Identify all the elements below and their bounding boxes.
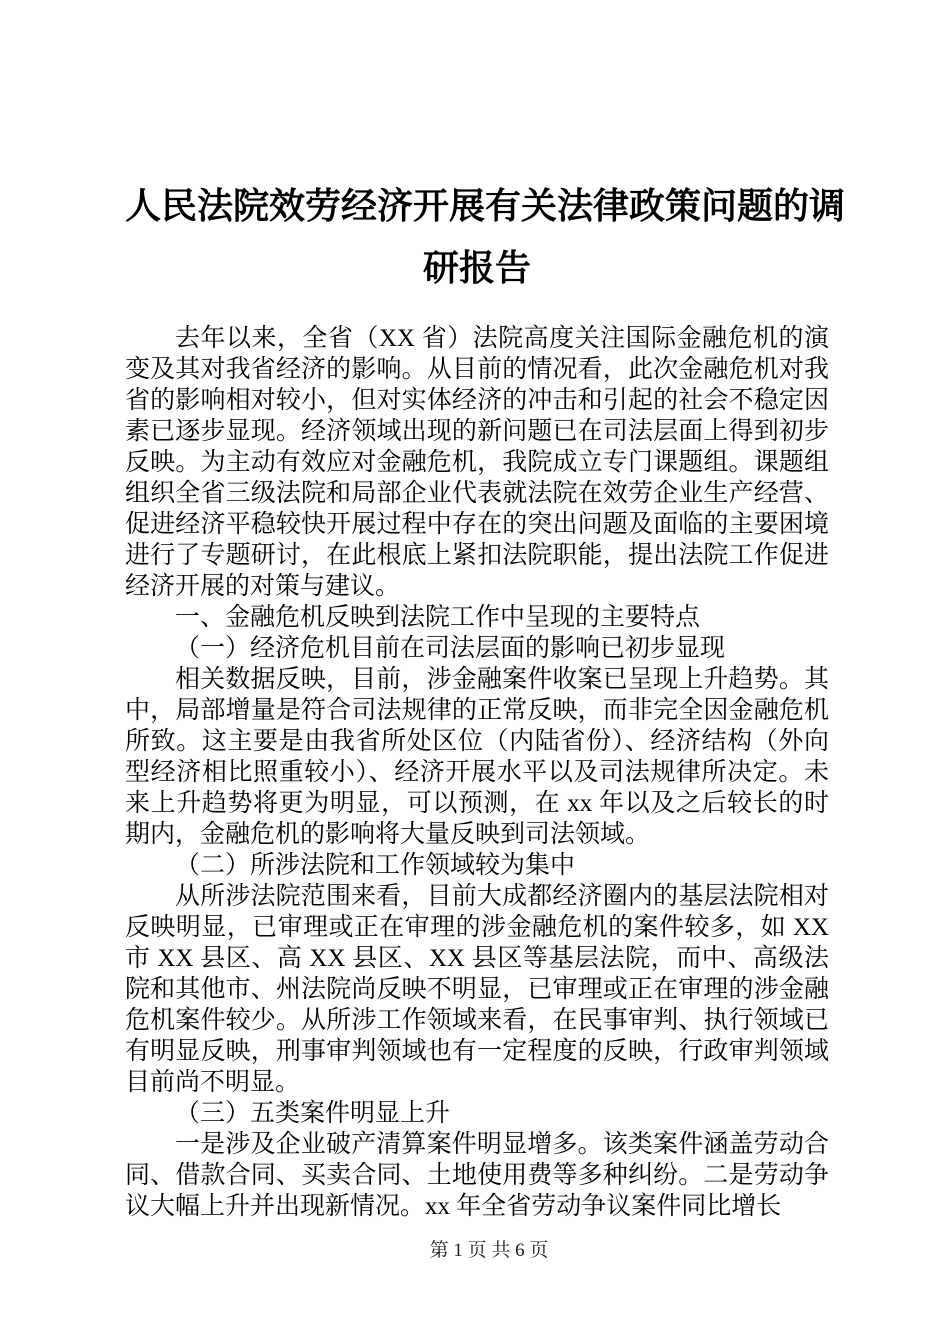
document-title-line-1: 人民法院效劳经济开展有关法律政策问题的调	[125, 186, 846, 226]
subsection-heading-1-2: （二）所涉法院和工作领域较为集中	[175, 852, 576, 880]
document-content-column	[125, 0, 846, 1222]
document-body	[125, 323, 829, 1222]
paragraph-subsection-1-1: 相关数据反映，目前，涉金融案件收案已呈现上升趋势。其中，局部增量是符合司法规律的正常反映，而非完全因金融危机所致。这主要是由我省所处区位（内陆省份）、经济结构（外向型经济相比照重较小）、经济开展水平以及司法规律所决定。未来上升趋势将更为明显，可以预测，在 xx 年以及之后较长的时期内，金融危机的影响将大量反映到司法领域。	[125, 666, 829, 849]
paragraph-subsection-1-3: 一是涉及企业破产清算案件明显增多。该类案件涵盖劳动合同、借款合同、买卖合同、土地使用费等多种纠纷。二是劳动争议大幅上升并出现新情况。xx 年全省劳动争议案件同比增长	[125, 1131, 829, 1221]
page-number-footer: 第 1 页 共 6 页	[429, 1240, 549, 1261]
document-title-line-2: 研报告	[422, 248, 531, 288]
document-title	[125, 175, 846, 299]
subsection-heading-1-1: （一）经济危机目前在司法层面的影响已初步显现	[175, 635, 726, 663]
subsection-heading-1-3: （三）五类案件明显上升	[175, 1100, 451, 1128]
paragraph-intro: 去年以来，全省（XX 省）法院高度关注国际金融危机的演变及其对我省经济的影响。从目前的情况看，此次金融危机对我省的影响相对较小，但对实体经济的冲击和引起的社会不稳定因素已逐步显现。经济领域出现的新问题已在司法层面上得到初步反映。为主动有效应对金融危机，我院成立专门课题组。课题组组织全省三级法院和局部企业代表就法院在效劳企业生产经营、促进经济平稳较快开展过程中存在的突出问题及面临的主要困境进行了专题研讨，在此根底上紧扣法院职能，提出法院工作促进经济开展的对策与建议。	[125, 325, 829, 601]
paragraph-subsection-1-2: 从所涉法院范围来看，目前大成都经济圈内的基层法院相对反映明显，已审理或正在审理的涉金融危机的案件较多，如 XX 市 XX 县区、高 XX 县区、XX 县区等基层法院，而中、高级法院和其他市、州法院尚反映不明显，已审理或正在审理的涉金融危机案件较少。从所涉工作领域来看，在民事审判、执行领域已有明显反映，刑事审判领域也有一定程度的反映，行政审判领域目前尚不明显。	[125, 883, 829, 1097]
section-heading-1: 一、金融危机反映到法院工作中呈现的主要特点	[175, 604, 701, 632]
